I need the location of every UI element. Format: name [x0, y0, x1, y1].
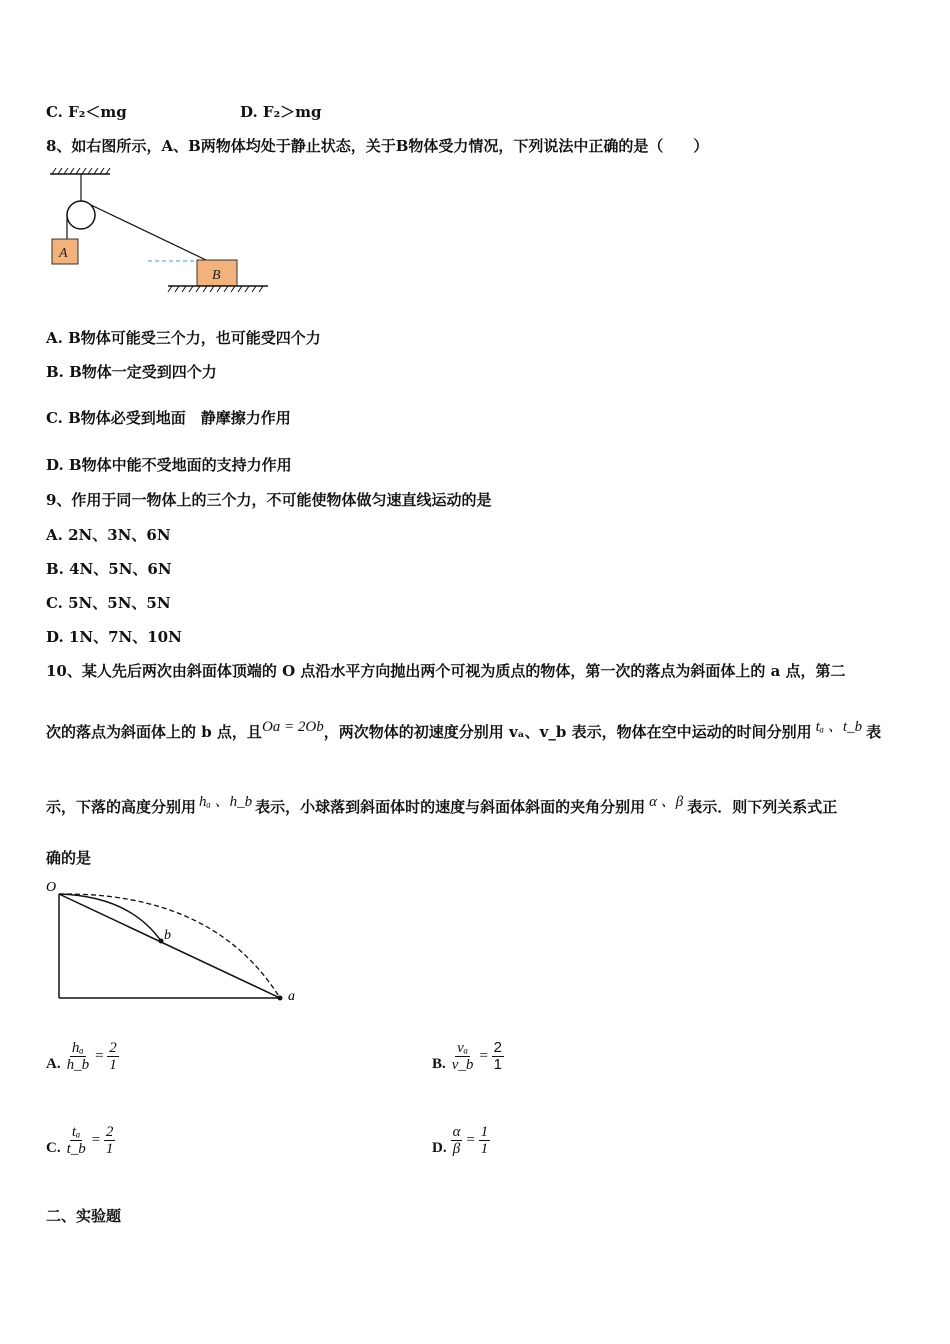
point-b-label: b: [164, 928, 171, 943]
question-10-line-1: 10、某人先后两次由斜面体顶端的 O 点沿水平方向抛出两个可视为质点的物体，第一次的落点为斜面体上的 a 点，第二: [46, 662, 846, 680]
q10-b-num: vₐ: [457, 1040, 469, 1056]
q10-option-d: D. $\frac{\alpha}{\beta}$ = $\frac{1}{1}$: [432, 1124, 489, 1157]
q10-line2-part3: 表: [866, 723, 882, 741]
q10-a-rnum: 2: [109, 1040, 117, 1056]
question-10-line-4: 确的是: [46, 849, 92, 867]
figure-10: [44, 876, 314, 1006]
question-10-line-2: [46, 719, 882, 743]
point-a-label: a: [288, 989, 295, 1004]
question-10-line-3: [46, 794, 838, 818]
question-8: 8、如右图所示，A、B两物体均处于静止状态，关于B物体受力情况，下列说法中正确的是（ ）: [46, 137, 709, 155]
q10-times: tₐ 、t_b: [815, 719, 863, 735]
point-o-label: O: [46, 880, 57, 895]
q10-d-rden: 1: [480, 1141, 489, 1157]
block-b-label: B: [212, 268, 221, 283]
option-d-text: D. F₂＞mg: [240, 103, 322, 121]
q10-c-rnum: 2: [105, 1124, 114, 1140]
block-a-label: A: [59, 246, 68, 261]
q8-option-a: A. B物体可能受三个力，也可能受四个力: [46, 329, 321, 347]
q10-option-d-letter: D.: [432, 1140, 447, 1156]
q10-option-c-letter: C.: [46, 1140, 61, 1156]
question-9: 9、作用于同一物体上的三个力，不可能使物体做匀速直线运动的是: [46, 491, 492, 509]
q10-d-rnum: 1: [480, 1124, 489, 1140]
q8-option-d: D. B物体中能不受地面的支持力作用: [46, 456, 292, 474]
q10-d-num: α: [452, 1124, 461, 1140]
q10-d-den: β: [452, 1141, 461, 1157]
q10-option-b-letter: B.: [432, 1056, 446, 1072]
q8-option-c: C. B物体必受到地面 静摩擦力作用: [46, 409, 291, 427]
q10-c-rden: 1: [105, 1141, 114, 1157]
q10-b-rnum: 2: [493, 1039, 502, 1056]
q10-a-rden: 1: [109, 1057, 117, 1073]
q10-line3-part1: 示，下落的高度分别用: [46, 798, 197, 816]
q10-option-b: B. $\frac{\text{vₐ}}{v\_b}$ = $\frac{2}{1}$: [432, 1039, 502, 1073]
q10-b-rden: 1: [493, 1056, 502, 1073]
q10-b-den: v_b: [451, 1057, 474, 1073]
pulley: [67, 201, 95, 229]
q10-c-num: tₐ: [71, 1124, 81, 1140]
q8-option-b: B. B物体一定受到四个力: [46, 363, 217, 381]
q9-option-a: A. 2N、3N、6N: [46, 526, 171, 544]
q10-c-den: t_b: [66, 1141, 86, 1157]
q10-line3-part2: 表示，小球落到斜面体时的速度与斜面体斜面的夹角分别用: [255, 798, 646, 816]
option-c-text: C. F₂＜mg: [46, 103, 127, 121]
q10-line2-part2: ，两次物体的初速度分别用 vₐ、v_b 表示，物体在空中运动的时间分别用: [323, 723, 812, 741]
q10-option-a-letter: A.: [46, 1056, 61, 1072]
q10-eq-oa-ob: Oa = 2Ob: [261, 719, 324, 735]
q10-a-den: h_b: [66, 1057, 90, 1073]
q9-option-b: B. 4N、5N、6N: [46, 560, 172, 578]
section-heading: 二、实验题: [46, 1207, 122, 1225]
q10-a-num: hₐ: [71, 1040, 84, 1056]
q10-option-a: A. $\frac{\text{hₐ}}{h\_b}$ = $\frac{2}{1}$: [46, 1040, 117, 1073]
q10-option-c: C. $\frac{\text{tₐ}}{t\_b}$ = $\frac{2}{1}$: [46, 1124, 114, 1157]
q10-line2-part1: 次的落点为斜面体上的 b 点，且: [46, 723, 262, 741]
q9-option-c: C. 5N、5N、5N: [46, 594, 171, 612]
figure-8: [44, 168, 274, 298]
q9-option-d: D. 1N、7N、10N: [46, 628, 182, 646]
q10-heights: hₐ 、h_b: [199, 794, 253, 810]
q10-angles: α 、β: [649, 794, 684, 810]
q10-line3-part3: 表示．则下列关系式正: [687, 798, 838, 816]
